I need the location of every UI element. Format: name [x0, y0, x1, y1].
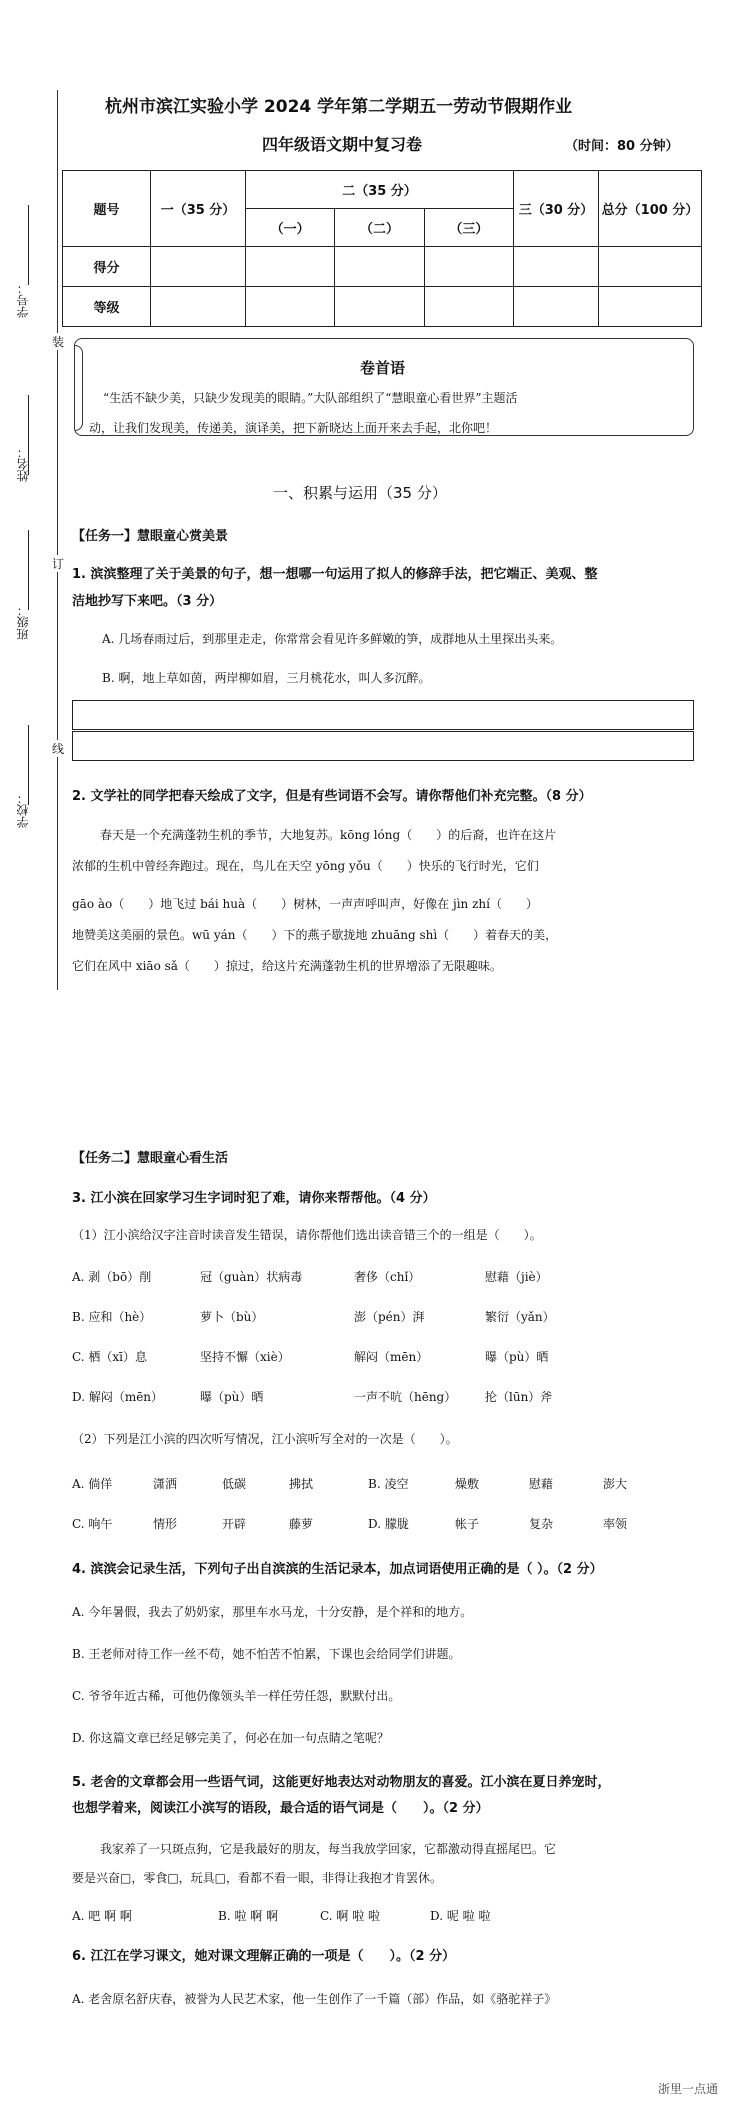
grade-cell[interactable] [514, 287, 599, 327]
col-two: 二（35 分） [246, 171, 514, 209]
name-line[interactable] [28, 395, 29, 475]
q3-2-word: B. 凌空 [368, 1477, 409, 1491]
watermark: 浙里一点通 [658, 2082, 719, 2096]
school-line[interactable] [28, 725, 29, 805]
row-grade: 等级 [63, 287, 151, 327]
preface-title: 卷首语 [360, 359, 406, 377]
grade-cell[interactable] [335, 287, 424, 327]
preface-scroll [74, 338, 694, 436]
q5-option-c: C. 啊 啦 啦 [320, 1909, 381, 1923]
q3-2-word: 率领 [603, 1517, 628, 1531]
q5-option-d: D. 呢 啦 啦 [430, 1909, 491, 1923]
q4-option-c: C. 爷爷年近古稀，可他仍像领头羊一样任劳任怨，默默付出。 [72, 1689, 401, 1703]
score-table [62, 170, 702, 327]
col-two-b: （二） [335, 209, 424, 247]
q3-1-option: 抡（lūn）斧 [485, 1390, 553, 1404]
binding-line [57, 90, 58, 990]
q1-option-a: A. 几场春雨过后，到那里走走，你常常会看见许多鲜嫩的笋，成群地从土里探出头来。 [102, 632, 563, 646]
q3-2-word: 澎大 [603, 1477, 628, 1491]
grade-cell[interactable] [151, 287, 246, 327]
score-cell[interactable] [246, 247, 335, 287]
q3-2-word: 低碳 [222, 1477, 247, 1491]
score-cell[interactable] [599, 247, 702, 287]
q5-option-a: A. 吧 啊 啊 [72, 1909, 132, 1923]
task-2-label: 【任务二】慧眼童心看生活 [72, 1151, 229, 1166]
q3-2-stem: （2）下列是江小滨的四次听写情况，江小滨听写全对的一次是（ ）。 [72, 1432, 458, 1446]
col-total: 总分（100 分） [599, 171, 702, 247]
q3-1-option: 坚持不懈（xiè） [200, 1350, 290, 1364]
q5-stem: 5. 老舍的文章都会用一些语气词，这能更好地表达对动物朋友的喜爱。江小滨在夏日养宠时， [72, 1775, 611, 1790]
section-1-title: 一、积累与运用（35 分） [273, 484, 447, 502]
q3-1-option: 冠（guàn）状病毒 [200, 1270, 303, 1284]
q3-2-word: C. 响午 [72, 1517, 113, 1531]
grade-cell[interactable] [599, 287, 702, 327]
q3-1-option: 曝（pù）晒 [200, 1390, 264, 1404]
q1-stem-2: 洁地抄写下来吧。（3 分） [72, 594, 223, 609]
grade-cell[interactable] [424, 287, 513, 327]
score-cell[interactable] [335, 247, 424, 287]
exam-time: （时间：80 分钟） [565, 139, 679, 154]
q3-1-option: 澎（pén）湃 [354, 1310, 425, 1324]
q3-1-option: B. 应和（hè） [72, 1310, 152, 1324]
q5-stem-2: 也想学着来，阅读江小滨写的语段，最合适的语气词是（ ）。（2 分） [72, 1801, 489, 1816]
q3-1-option: 萝卜（bù） [200, 1310, 264, 1324]
score-cell[interactable] [514, 247, 599, 287]
q3-stem: 3. 江小滨在回家学习生字词时犯了难，请你来帮帮他。（4 分） [72, 1191, 436, 1206]
q3-2-word: 情形 [153, 1517, 178, 1531]
school-label: 学校： [16, 792, 30, 828]
q1-option-b: B. 啊，地上草如茵，两岸柳如眉，三月桃花水，叫人多沉醉。 [102, 671, 431, 685]
q3-1-option: 一声不吭（hēng） [354, 1390, 457, 1404]
q4-option-d: D. 你这篇文章已经足够完美了，何必在加一句点睛之笔呢？ [72, 1731, 389, 1745]
page-subtitle: 四年级语文期中复习卷 [262, 135, 423, 154]
student-id-label: 学号： [16, 282, 30, 318]
preface-text-2: 动，让我们发现美，传递美，演译美，把下新晓达上面开来去手起，北你吧！ [89, 421, 498, 435]
row-score: 得分 [63, 247, 151, 287]
name-label: 姓名： [16, 446, 30, 482]
q2-stem: 2. 文学社的同学把春天绘成了文字，但是有些词语不会写。请你帮他们补充完整。（8 分） [72, 789, 592, 804]
q3-2-word: 燥敷 [455, 1477, 480, 1491]
col-item: 题号 [63, 171, 151, 247]
binding-char-1: 装 [52, 335, 65, 349]
col-three: 三（30 分） [514, 171, 599, 247]
q4-option-a: A. 今年暑假，我去了奶奶家，那里车水马龙，十分安静，是个祥和的地方。 [72, 1605, 473, 1619]
q3-1-option: D. 解闷（mēn） [72, 1390, 164, 1404]
q3-1-option: 曝（pù）晒 [485, 1350, 549, 1364]
q4-option-b: B. 王老师对待工作一丝不苟，她不怕苦不怕累，下课也会给同学们讲题。 [72, 1647, 461, 1661]
grade-cell[interactable] [246, 287, 335, 327]
preface-text-1: “生活不缺少美，只缺少发现美的眼睛。”大队部组织了“慧眼童心看世界”主题活 [103, 391, 518, 405]
q1-answer-line-2[interactable] [72, 731, 694, 761]
q3-1-option: A. 剥（bō）削 [72, 1270, 152, 1284]
q3-2-word: 帐子 [455, 1517, 480, 1531]
q5-passage-1: 我家养了一只斑点狗，它是我最好的朋友，每当我放学回家，它都激动得直摇尾巴。它 [100, 1842, 557, 1856]
task-1-label: 【任务一】慧眼童心赏美景 [72, 529, 229, 544]
col-two-a: （一） [246, 209, 335, 247]
q3-2-word: 慰藉 [529, 1477, 554, 1491]
q3-2-word: A. 倘佯 [72, 1477, 113, 1491]
q3-2-word: 藤萝 [289, 1517, 314, 1531]
class-label: 班级： [16, 604, 30, 640]
q3-1-stem: （1）江小滨给汉字注音时读音发生错误，请你帮他们选出读音错三个的一组是（ ）。 [72, 1228, 542, 1242]
col-one: 一（35 分） [151, 171, 246, 247]
score-cell[interactable] [424, 247, 513, 287]
q3-1-option: 奢侈（chǐ） [354, 1270, 421, 1284]
q1-stem: 1. 滨滨整理了关于美景的句子，想一想哪一句运用了拟人的修辞手法，把它端正、美观、整 [72, 567, 598, 582]
q3-2-word: D. 朦胧 [368, 1517, 409, 1531]
q3-2-word: 开辟 [222, 1517, 247, 1531]
col-two-c: （三） [424, 209, 513, 247]
q2-line-4: 地赞美这美丽的景色。wū yán（ ）下的燕子歇拢地 zhuāng shì（ ）着春天的美， [72, 928, 558, 942]
class-line[interactable] [28, 530, 29, 610]
score-cell[interactable] [151, 247, 246, 287]
q4-stem: 4. 滨滨会记录生活，下列句子出自滨滨的生活记录本，加点词语使用正确的是（ ）。（2 分） [72, 1562, 603, 1577]
page-title: 杭州市滨江实验小学 2024 学年第二学期五一劳动节假期作业 [105, 97, 573, 117]
binding-char-2: 订 [52, 557, 65, 571]
q1-answer-line-1[interactable] [72, 700, 694, 730]
q2-line-2: 浓郁的生机中曾经奔跑过。现在，鸟儿在天空 yōng yǒu（ ）快乐的飞行时光，它们 [72, 859, 539, 873]
q2-line-1: 春天是一个充满蓬勃生机的季节，大地复苏。kōng lóng（ ）的后裔，也许在这片 [100, 828, 557, 842]
binding-char-3: 线 [52, 742, 65, 756]
q3-1-option: 繁衍（yǎn） [485, 1310, 555, 1324]
q3-2-word: 拂拭 [289, 1477, 314, 1491]
q5-option-b: B. 啦 啊 啊 [218, 1909, 279, 1923]
q3-2-word: 复杂 [529, 1517, 554, 1531]
q5-passage-2: 要是兴奋□，零食□，玩具□，看都不看一眼，非得让我抱才肯罢休。 [72, 1871, 443, 1885]
q3-2-word: 潇洒 [153, 1477, 178, 1491]
q3-1-option: C. 栖（xī）息 [72, 1350, 147, 1364]
q6-stem: 6. 江江在学习课文，她对课文理解正确的一项是（ ）。（2 分） [72, 1949, 456, 1964]
student-id-line[interactable] [28, 205, 29, 285]
q2-line-3: gāo ào（ ）地飞过 bái huà（ ）树林，一声声呼叫声，好像在 jìn zhí（ ） [72, 897, 538, 911]
q3-1-option: 解闷（mēn） [354, 1350, 429, 1364]
q2-line-5: 它们在风中 xiāo sǎ（ ）掠过，给这片充满蓬勃生机的世界增添了无限趣味。 [72, 959, 502, 973]
q3-1-option: 慰藉（jiè） [485, 1270, 548, 1284]
q6-option-a: A. 老舍原名舒庆春，被誉为人民艺术家，他一生创作了一千篇（部）作品，如《骆驼祥子》 [72, 1992, 557, 2006]
